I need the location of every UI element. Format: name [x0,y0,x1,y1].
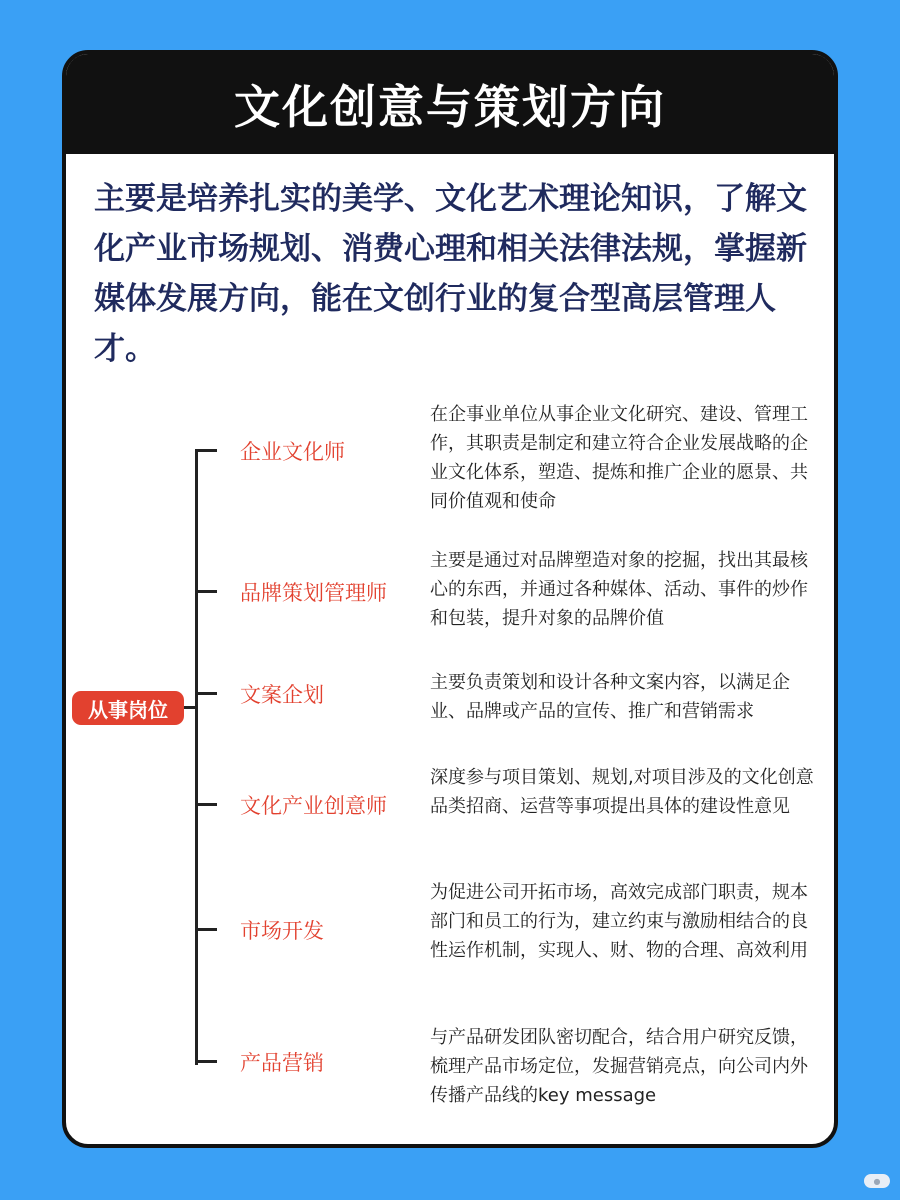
page-title: 文化创意与策划方向 [66,54,834,154]
position-name: 产品营销 [240,1051,324,1075]
position-name: 市场开发 [240,919,324,943]
tree-spine [195,449,198,1065]
summary-text: 主要是培养扎实的美学、文化艺术理论知识，了解文化产业市场规划、消费心理和相关法律法规，掌握新媒体发展方向，能在文创行业的复合型高层管理人才。 [94,181,807,367]
position-name: 品牌策划管理师 [240,581,387,605]
position-description: 主要是通过对品牌塑造对象的挖掘，找出其最核心的东西，并通过各种媒体、活动、事件的炒作和包装，提升对象的品牌价值 [430,550,808,629]
branch-connector [195,449,217,452]
watermark-badge-icon: ● [864,1174,890,1188]
branch-connector [195,803,217,806]
content-card [62,50,838,1148]
branch-connector [195,692,217,695]
root-node: 从事岗位 [72,691,184,725]
position-name: 企业文化师 [240,440,345,464]
root-connector [184,706,195,709]
position-description: 深度参与项目策划、规划,对项目涉及的文化创意品类招商、运营等事项提出具体的建设性意见 [430,767,814,817]
branch-connector [195,928,217,931]
position-description: 为促进公司开拓市场，高效完成部门职责，规本部门和员工的行为，建立约束与激励相结合的良性运作机制，实现人、财、物的合理、高效利用 [430,882,808,961]
position-name: 文案企划 [240,683,324,707]
position-description: 主要负责策划和设计各种文案内容，以满足企业、品牌或产品的宣传、推广和营销需求 [430,672,790,722]
position-description: 在企事业单位从事企业文化研究、建设、管理工作，其职责是制定和建立符合企业发展战略的企业文化体系，塑造、提炼和推广企业的愿景、共同价值观和使命 [430,404,808,512]
position-name: 文化产业创意师 [240,794,387,818]
branch-connector [195,1060,217,1063]
position-description: 与产品研发团队密切配合，结合用户研究反馈，梳理产品市场定位，发掘营销亮点，向公司内外传播产品线的key message [430,1027,808,1106]
branch-connector [195,590,217,593]
